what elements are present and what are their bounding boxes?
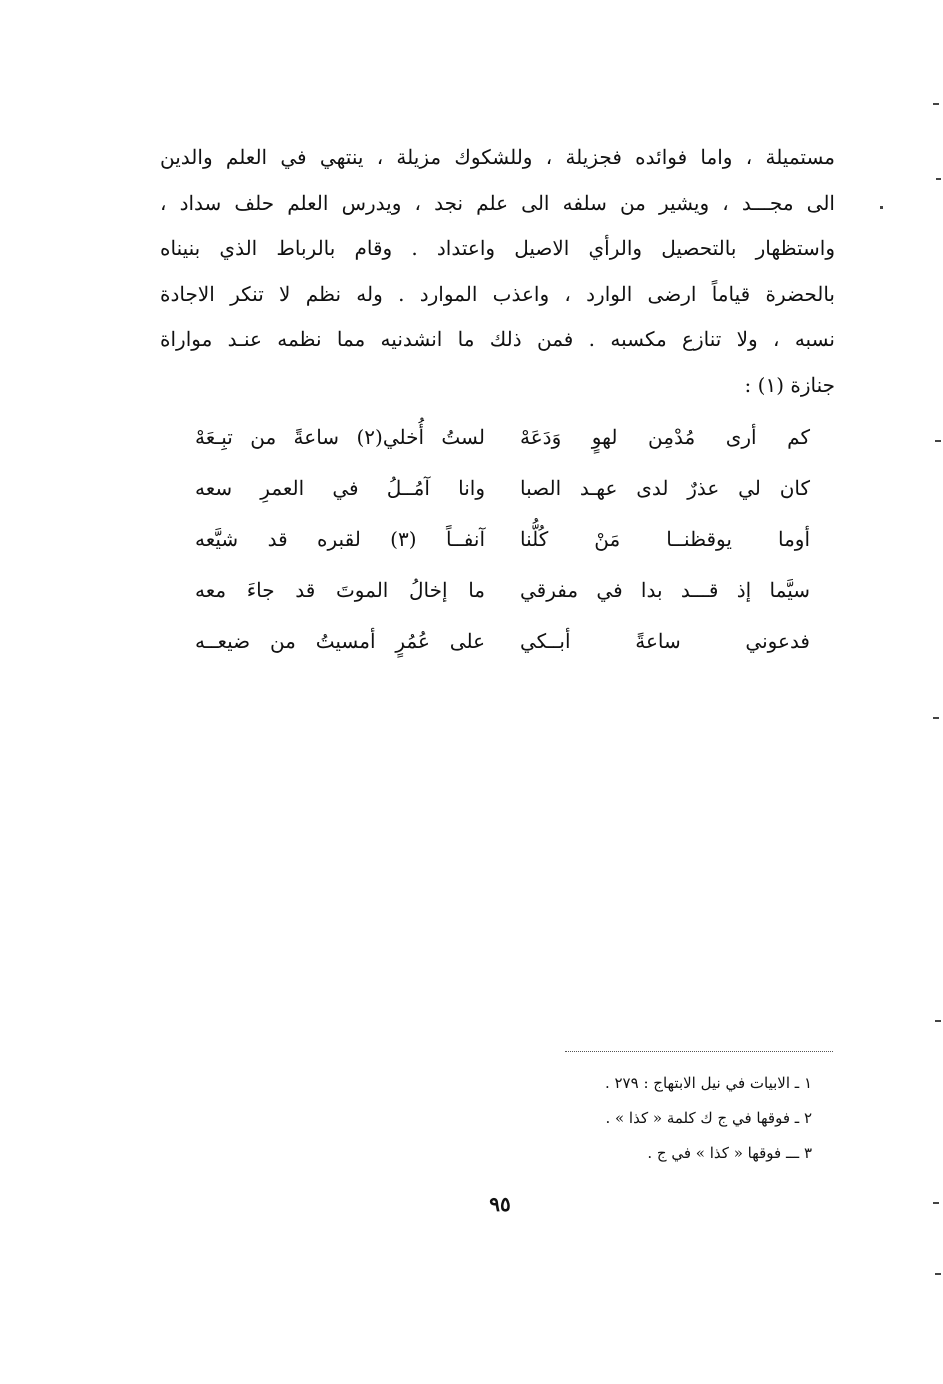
poem-verse [195,565,810,616]
prose-line: واستظهار بالتحصيل والرأي الاصيل واعتداد . وقام بالرباط الذي بنيناه [160,236,835,260]
footnote-2: ٢ ـ فوقها في ج ك كلمة « كذا » . [605,1109,812,1127]
scan-mark [935,1020,941,1022]
poem-verse [195,514,810,565]
verse-second-hemistich: آنفــاً (٣) لقبره قد شيَّعه [195,527,486,551]
footnote-3: ٣ ـــ فوقها « كذا » في ج . [647,1144,812,1162]
prose-line: مستميلة ، واما فوائده فجزيلة ، وللشكوك مزيلة ، ينتهي في العلم والدين [160,145,835,169]
poem [195,412,810,667]
verse-second-hemistich: وانا آمُــلُ في العمرِ سعه [195,476,485,500]
verse-first-hemistich: كان لي عذرٌ لدى عهـد الصبا [520,476,810,500]
footnote-1: ١ ـ الابيات في نيل الابتهاج : ٢٧٩ . [604,1074,812,1092]
scan-mark [933,1202,939,1204]
verse-first-hemistich: فدعوني ساعةً أبــكي [520,629,810,653]
scan-mark [933,103,939,105]
poem-verse [195,463,810,514]
footnotes [440,1066,812,1171]
verse-first-hemistich: كم أرى مُدْمِن لهوٍ وَدَعَهْ [520,425,810,449]
scan-mark [935,440,941,442]
prose-line: جنازة (١) : [744,372,835,397]
prose-line: بالحضرة قياماً ارضى الوارد ، واعذب الموارد . وله نظم لا تنكر الاجادة [160,281,835,306]
page-number: ٩٥ [489,1192,511,1216]
prose-line: الى مجـــد ، ويشير من سلفه الى علم نجد ، ويدرس العلم حلف سداد ، [160,190,835,215]
scan-mark [933,717,939,719]
verse-first-hemistich: أوما يوقظنــا مَنْ كُلُّنا [520,527,810,551]
footnote-separator [565,1051,833,1052]
verse-second-hemistich: ما إخالُ الموتَ قد جاءَ معه [195,578,485,602]
prose-paragraph [160,135,835,408]
poem-verse [195,412,810,463]
poem-verse [195,616,810,667]
verse-second-hemistich: لستُ أُخلي(٢) ساعةً من تبِـعَهْ [195,425,485,449]
scan-mark [935,1273,941,1275]
prose-line: نسبه ، ولا تنازع مكسبه . فمن ذلك ما انشدنيه مما نظمه عنـد مواراة [160,327,835,351]
scan-mark [936,178,941,180]
verse-first-hemistich: سيَّما إذ قـــد بدا في مفرقي [520,578,810,602]
verse-second-hemistich: على عُمُرٍ أمسيتُ من ضيعــه [195,629,485,653]
scan-mark [880,206,883,209]
